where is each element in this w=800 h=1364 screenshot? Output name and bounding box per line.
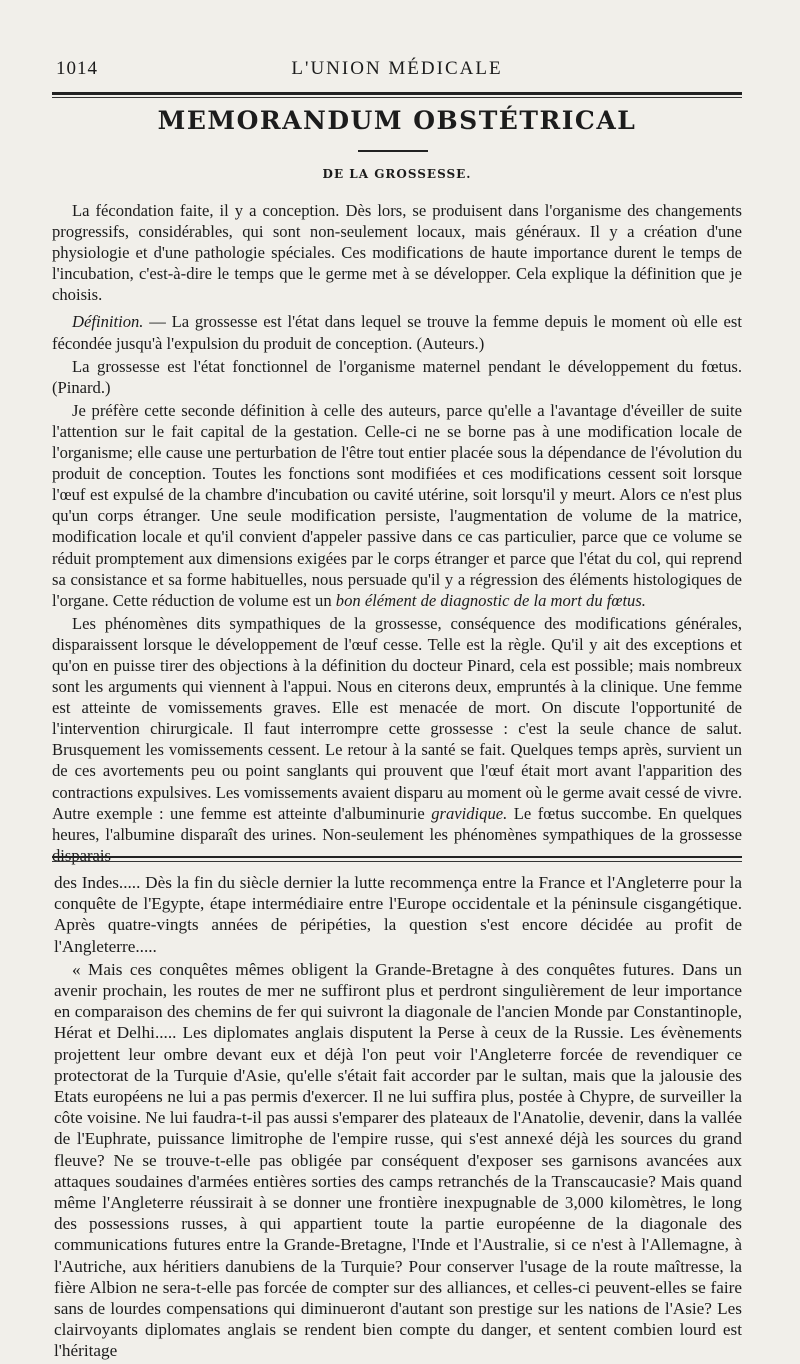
article-paragraph-2 xyxy=(52,311,742,353)
article-paragraph-5 xyxy=(52,613,742,866)
feuilleton-paragraph-1: des Indes..... Dès la fin du siècle dernier la lutte recommença entre la France et l'Angleterre pour la conquête de l'Egypte, étape intermédiaire entre l'Europe occidentale et la péninsule cisgangétique. Après quatre-vingts années de péripéties, la question s'est encore décidée au profit de l'Angleterre..... xyxy=(54,873,742,956)
article-paragraph-1: La fécondation faite, il y a conception. Dès lors, se produisent dans l'organisme des changements progressifs, considérables, qui sont non-seulement locaux, mais généraux. Il y a création d'une physiologie et d'une pathologie spéciales. Ces modifications de haute importance durent le temps de l'incubation, c'est-à-dire le temps que le germe met à se développer. Cela explique la définition que je choisis. xyxy=(52,201,742,305)
feuilleton-body xyxy=(54,872,742,1364)
paragraph-4-text: Je préfère cette seconde définition à celle des auteurs, parce qu'elle a l'avantage d'éveiller de suite l'attention sur le fait capital de la gestation. Celle-ci ne se borne pas à une modification locale de l'organisme; elle cause une perturbation de l'être tout entier placée sous la dépendance de l'évolution du produit de conception. Toutes les fonctions sont modifiées et ces modifications cessent soit lorsque l'œuf est expulsé de la chambre d'incubation ou cavité utérine, soit lorsqu'il y meurt. Alors ce n'est plus qu'un corps étranger. Une seule modification persiste, l'augmentation de volume de la matrice, modification locale et qu'il convient d'appeler passive dans ce cas particulier, parce que ce volume se réduit promptement aux dimensions exigées par le corps étranger et parce que l'état du col, qui reprend sa consistance et sa forme habituelles, nous persuade qu'il y a régression des éléments histologiques de l'organe. Cette réduction de volume est un xyxy=(52,400,742,610)
definition-text: — La grossesse est l'état dans lequel se trouve la femme depuis le moment où elle est fécondée jusqu'à l'expulsion du produit de conception. (Auteurs.) xyxy=(52,312,742,353)
definition-label: Définition. xyxy=(72,312,144,332)
page-number: 1014 xyxy=(56,58,98,79)
article-paragraph-4 xyxy=(52,400,742,611)
header-rule-thin xyxy=(52,97,742,98)
section-subtitle: DE LA GROSSESSE. xyxy=(322,167,472,181)
feuilleton-divider-thin xyxy=(52,861,742,862)
paragraph-5-emphasis: gravidique. xyxy=(431,803,508,823)
article-body xyxy=(52,200,742,872)
header-rule-thick xyxy=(52,92,742,95)
section-title: MEMORANDUM OBSTÉTRICAL xyxy=(157,106,637,135)
feuilleton-divider-thick xyxy=(52,856,742,858)
article-paragraph-3: La grossesse est l'état fonctionnel de l'organisme maternel pendant le développement du fœtus. (Pinard.) xyxy=(52,356,742,397)
journal-title: L'UNION MÉDICALE xyxy=(291,58,503,79)
paragraph-5-text: Les phénomènes dits sympathiques de la grossesse, conséquence des modifications générales, disparaissent lorsque le développement de l'œuf cesse. Telle est la règle. Qu'il y ait des exceptions et qu'on en puisse tirer des objections à la définition du docteur Pinard, cela est possible; mais nombreux sont les arguments qui viennent à l'appui. Nous en citerons deux, empruntés à la clinique. Une femme est atteinte de vomissements graves. Elle est menacée de mort. On discute l'opportunité de l'intervention chirurgicale. Il faut interrompre cette grossesse : c'est la seule chance de salut. Brusquement les vomissements cessent. Le retour à la santé se fait. Quelques temps après, survient un de ces avortements peu ou point sanglants qui prouvent que l'œuf était mort avant l'apparition des contractions expulsives. Les vomissements avaient disparu au moment où le germe avait cessé de vivre. Autre exemple : une femme est atteinte d'albuminurie xyxy=(52,613,742,823)
running-head xyxy=(52,58,742,88)
title-rule xyxy=(358,150,428,152)
feuilleton-paragraph-2: « Mais ces conquêtes mêmes obligent la Grande-Bretagne à des conquêtes futures. Dans un avenir prochain, les routes de mer ne suffiront plus et perdront singulièrement de leur importance en comparaison des chemins de fer qui suivront la diagonale de l'ancien Monde par Constantinople, Hérat et Delhi..... Les diplomates anglais disputent la Perse à ceux de la Russie. Les évènements projettent leur ombre devant eux et déjà l'on peut voir l'Angleterre forcée de revendiquer ce protectorat de la Turquie d'Asie, qu'elle s'était fait accorder par le sultan, mais que la jalousie des Etats européens ne lui a pas permis d'exercer. Il ne lui suffira plus, postée à Chypre, de surveiller la côte voisine. Ne lui faudra-t-il pas aussi s'emparer des plateaux de l'Anatolie, devenir, dans la vallée de l'Euphrate, puissance limitrophe de l'empire russe, qui s'est annexé déjà les sources du grand fleuve? Ne se trouve-t-elle pas obligée par conséquent d'exposer ses garnisons avancées aux attaques soudaines d'armées entières sorties des camps retranchés de la Transcaucasie? Mais quand même l'Angleterre réussirait à se donner une frontière inexpugnable de 3,000 kilomètres, le long des possessions russes, à qui appartient toute la partie européenne de la diagonale des communications futures entre la Grande-Bretagne, l'Inde et l'Australie, si ce n'est à l'Allemagne, à l'Autriche, aux héritiers danubiens de la Turquie? Pour conserver l'usage de la route maîtresse, la fière Albion ne sera-t-elle pas forcée de compter sur des alliances, et celles-ci peuvent-elles se faire sans de lourdes compensations qui diminueront d'autant son prestige sur les nations de l'Asie? Les clairvoyants diplomates anglais se rendent bien compte du danger, et sentent combien lourd est l'héritage xyxy=(54,959,742,1361)
paragraph-5-tail: Le fœtus succombe. En quelques heures, l'albumine disparaît des urines. Non-seulement les phénomènes sympathiques de la grossesse disparais- xyxy=(52,803,742,865)
paragraph-4-emphasis: bon élément de diagnostic de la mort du fœtus. xyxy=(335,590,646,610)
